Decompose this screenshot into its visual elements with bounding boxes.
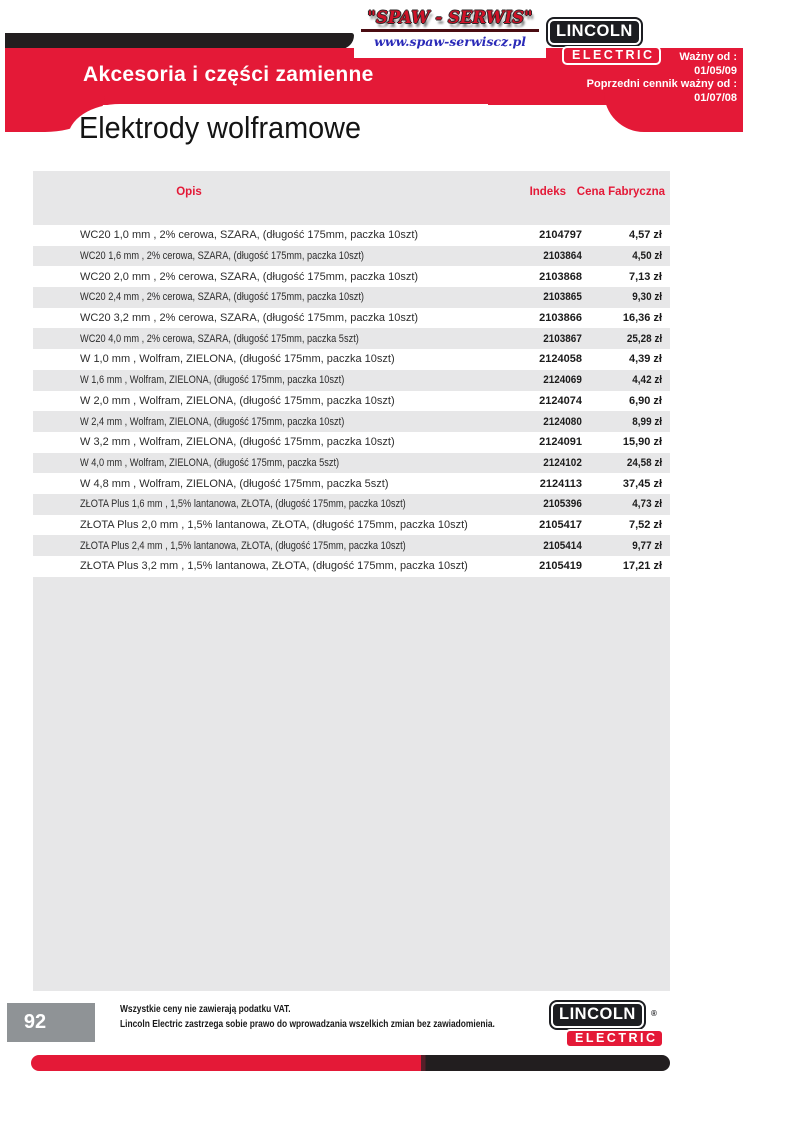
cell-indeks-text: 2105419 [539,560,582,573]
cell-cena-text: 4,39 zł [628,353,662,366]
cell-indeks-text: 2105417 [539,518,582,531]
cell-indeks-text: 2124113 [539,477,582,490]
cell-indeks [510,560,582,572]
cell-opis [33,395,510,407]
table-row [33,473,670,494]
top-black-bar [5,33,354,49]
cell-opis-text: WC20 4,0 mm , 2% cerowa, SZARA, (długość 175mm, paczka 5szt) [80,332,359,345]
cell-cena-text: 25,28 zł [626,332,662,345]
table-row [33,556,670,577]
cell-opis-text: W 3,2 mm , Wolfram, ZIELONA, (długość 175mm, paczka 10szt) [80,436,395,449]
spaw-serwis-website: www.spaw-serwiscz.pl [374,34,526,49]
cell-cena [582,498,670,510]
cell-cena [582,436,670,448]
cell-indeks-text: 2124058 [539,353,582,366]
cell-opis [33,353,510,365]
cell-indeks [510,457,582,469]
table-row [33,287,670,308]
cell-indeks [510,312,582,324]
cell-opis [33,519,510,531]
cell-opis [33,540,510,552]
price-table [33,171,670,991]
cell-opis-text: W 1,0 mm , Wolfram, ZIELONA, (długość 175mm, paczka 10szt) [80,353,395,366]
cell-cena [582,374,670,386]
cell-cena-text: 7,13 zł [628,270,662,283]
table-row [33,411,670,432]
cell-cena-text: 4,42 zł [632,374,662,387]
cell-cena-text: 16,36 zł [622,312,662,325]
cell-cena-text: 9,30 zł [632,291,662,304]
cell-cena-text: 4,73 zł [632,498,662,511]
spaw-serwis-logo-text: "SPAW - SERWIS" [367,8,533,27]
previous-validity-date: 01/07/08 [694,91,737,104]
column-header-opis: Opis [176,186,202,198]
table-row [33,535,670,556]
cell-indeks [510,436,582,448]
cell-cena [582,229,670,241]
cell-indeks [510,271,582,283]
cell-indeks-text: 2124074 [539,394,582,407]
cell-indeks-text: 2124069 [543,374,582,387]
cell-indeks-text: 2103865 [543,291,582,304]
cell-opis-text: WC20 2,0 mm , 2% cerowa, SZARA, (długość 175mm, paczka 10szt) [80,270,419,283]
validity-label: Ważny od : [679,51,737,63]
cell-cena [582,560,670,572]
lincoln-wordmark-box [546,17,643,47]
cell-opis-text: W 4,8 mm , Wolfram, ZIELONA, (długość 175mm, paczka 5szt) [80,477,389,490]
cell-indeks-text: 2105396 [543,498,582,511]
cell-cena [582,271,670,283]
cell-cena [582,540,670,552]
cell-indeks-text: 2104797 [539,229,582,242]
cell-indeks-text: 2103867 [543,332,582,345]
cell-cena [582,457,670,469]
cell-opis-text: W 2,4 mm , Wolfram, ZIELONA, (długość 175mm, paczka 10szt) [80,415,345,428]
cell-indeks-text: 2105414 [543,539,582,552]
cell-opis [33,478,510,490]
cell-opis-text: WC20 1,0 mm , 2% cerowa, SZARA, (długość 175mm, paczka 10szt) [80,229,419,242]
cell-opis [33,312,510,324]
cell-cena-text: 7,52 zł [628,518,662,531]
cell-opis-text: W 1,6 mm , Wolfram, ZIELONA, (długość 175mm, paczka 10szt) [80,374,345,387]
cell-opis [33,229,510,241]
cell-indeks [510,229,582,241]
cell-indeks-text: 2103864 [543,250,582,263]
validity-date: 01/05/09 [694,64,737,77]
electric-wordmark: ELECTRIC [565,1029,664,1049]
table-row [33,308,670,329]
section-title: Akcesoria i części zamienne [83,63,374,86]
table-row [33,246,670,267]
footer-note-vat: Wszystkie ceny nie zawierają podatku VAT. [120,1003,291,1015]
table-row [33,328,670,349]
cell-opis [33,291,510,303]
cell-cena [582,333,670,345]
previous-validity-label: Poprzedni cennik ważny od : [586,78,737,90]
cell-indeks [510,478,582,490]
lincoln-wordmark: LINCOLN [551,1002,644,1028]
cell-indeks-text: 2103866 [539,312,582,325]
cell-cena-text: 24,58 zł [626,456,662,469]
table-row [33,494,670,515]
cell-cena [582,416,670,428]
cell-opis-text: ZŁOTA Plus 2,0 mm , 1,5% lantanowa, ZŁOTA, (długość 175mm, paczka 10szt) [80,518,468,531]
cell-indeks [510,416,582,428]
cell-cena [582,353,670,365]
cell-cena [582,519,670,531]
table-row [33,370,670,391]
page-number: 92 [23,1011,47,1033]
cell-opis [33,374,510,386]
cell-opis-text: WC20 2,4 mm , 2% cerowa, SZARA, (długość 175mm, paczka 10szt) [80,291,364,304]
cell-indeks [510,250,582,262]
cell-opis [33,457,510,469]
cell-opis-text: ZŁOTA Plus 1,6 mm , 1,5% lantanowa, ZŁOTA, (długość 175mm, paczka 10szt) [80,498,406,511]
table-row [33,515,670,536]
spaw-serwis-underline [361,29,539,32]
footer-notes [120,1002,589,1032]
lincoln-electric-logo-top [546,17,676,65]
cell-opis [33,560,510,572]
cell-cena-text: 9,77 zł [632,539,662,552]
cell-cena [582,395,670,407]
cell-cena [582,478,670,490]
cell-indeks-text: 2124080 [543,415,582,428]
cell-cena-text: 8,99 zł [632,415,662,428]
bottom-decorative-bar [31,1055,670,1071]
registered-trademark-icon: ® [648,26,654,35]
cell-cena [582,291,670,303]
registered-trademark-icon: ® [651,1009,657,1018]
cell-indeks [510,374,582,386]
cell-indeks [510,333,582,345]
cell-indeks [510,291,582,303]
lincoln-wordmark-box [549,1000,646,1030]
spaw-serwis-logo [354,2,546,58]
cell-opis-text: WC20 3,2 mm , 2% cerowa, SZARA, (długość 175mm, paczka 10szt) [80,312,419,325]
cell-opis-text: ZŁOTA Plus 3,2 mm , 1,5% lantanowa, ZŁOTA, (długość 175mm, paczka 10szt) [80,560,468,573]
cell-indeks-text: 2124091 [539,436,582,449]
cell-opis [33,436,510,448]
electric-wordmark: ELECTRIC [562,46,661,66]
table-row [33,432,670,453]
cell-cena-text: 6,90 zł [628,394,662,407]
cell-opis-text: WC20 1,6 mm , 2% cerowa, SZARA, (długość 175mm, paczka 10szt) [80,250,364,263]
lincoln-electric-logo-footer [549,1000,679,1048]
cell-opis [33,250,510,262]
cell-indeks-text: 2124102 [543,456,582,469]
cell-indeks [510,519,582,531]
cell-cena [582,250,670,262]
cell-indeks [510,395,582,407]
cell-cena-text: 17,21 zł [622,560,662,573]
footer-note-disclaimer: Lincoln Electric zastrzega sobie prawo do wprowadzania wszelkich zmian bez zawiadomienia. [120,1018,495,1030]
cell-cena-text: 15,90 zł [622,436,662,449]
cell-opis [33,271,510,283]
cell-indeks [510,353,582,365]
cell-cena-text: 4,50 zł [632,250,662,263]
cell-indeks [510,498,582,510]
table-rows [33,225,670,577]
table-row [33,266,670,287]
table-row [33,453,670,474]
cell-indeks [510,540,582,552]
page-title: Elektrody wolframowe [79,110,361,145]
cell-opis [33,498,510,510]
cell-cena-text: 37,45 zł [622,477,662,490]
page-number-box [7,1003,95,1042]
table-row [33,349,670,370]
cell-opis [33,416,510,428]
column-header-cena: Cena Fabryczna [576,186,665,198]
cell-opis-text: ZŁOTA Plus 2,4 mm , 1,5% lantanowa, ZŁOTA, (długość 175mm, paczka 10szt) [80,539,406,552]
cell-opis [33,333,510,345]
lincoln-wordmark: LINCOLN [548,19,641,45]
table-row [33,225,670,246]
cell-indeks-text: 2103868 [539,270,582,283]
cell-opis-text: W 2,0 mm , Wolfram, ZIELONA, (długość 175mm, paczka 10szt) [80,394,395,407]
table-row [33,391,670,412]
cell-opis-text: W 4,0 mm , Wolfram, ZIELONA, (długość 175mm, paczka 5szt) [80,456,340,469]
column-header-indeks: Indeks [529,186,566,198]
cell-cena [582,312,670,324]
cell-cena-text: 4,57 zł [628,229,662,242]
